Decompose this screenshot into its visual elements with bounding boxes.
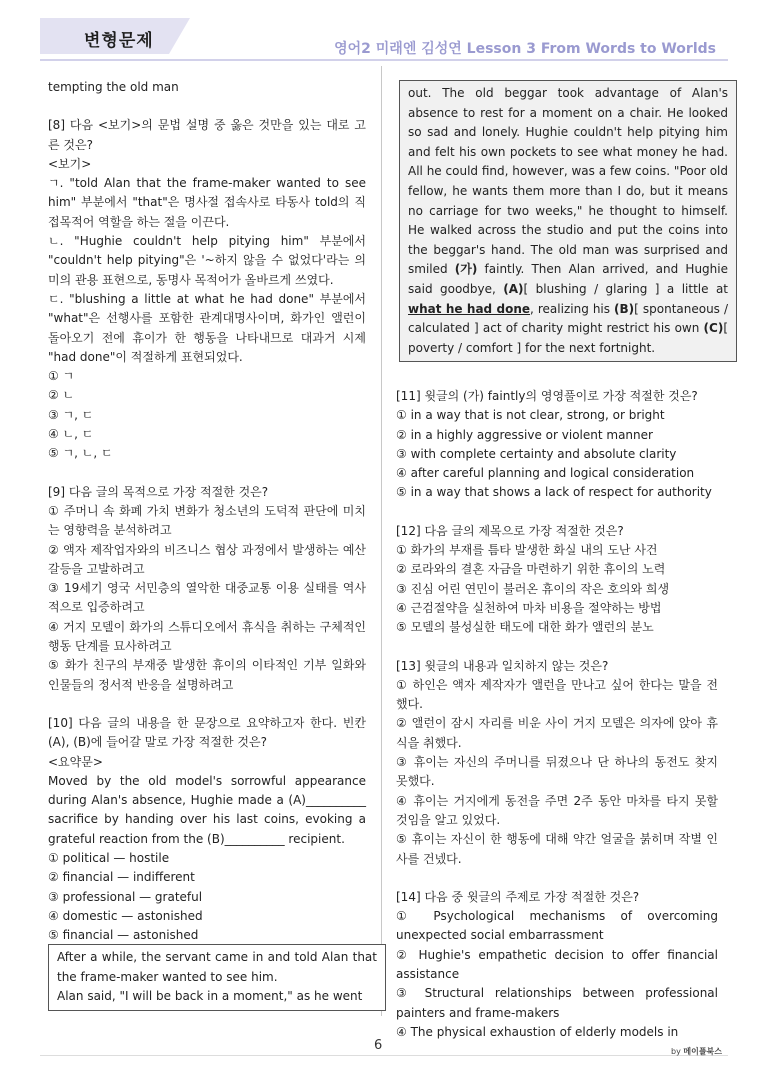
answer-option[interactable]: ③ 19세기 영국 서민층의 열악한 대중교통 이용 실태를 역사적으로 입증하려고: [48, 581, 366, 615]
answer-option[interactable]: ⑤ 휴이는 자신이 한 행동에 대해 약간 얼굴을 붉히며 작별 인사를 건넸다.: [396, 832, 718, 866]
marker-b: (B): [614, 301, 635, 316]
answer-option[interactable]: ② in a highly aggressive or violent manner: [396, 427, 653, 442]
bogi-item: ㄱ. "told Alan that the frame-maker wanted to see him" 부분에서 "that"은 명사절 접속사로 타동사 told의 직접목적어 역할을 하는 절을 이끈다.: [48, 176, 366, 229]
passage-box-continued: [399, 80, 737, 362]
footer-rule: [40, 1055, 728, 1056]
question-stem: [13] 윗글의 내용과 일치하지 않는 것은?: [396, 658, 609, 673]
publisher-brand: [671, 1046, 722, 1057]
question-13: [396, 657, 718, 869]
header-title: 영어2 미래엔 김성연 Lesson 3 From Words to Worlds: [334, 41, 716, 57]
answer-option[interactable]: ② Hughie's empathetic decision to offer financial assistance: [396, 947, 718, 982]
badge-label: 변형문제: [84, 31, 154, 51]
answer-option[interactable]: ⑤ financial — astonished: [48, 928, 199, 943]
answer-option[interactable]: ⑤ 모델의 불성실한 태도에 대한 화가 앨런의 분노: [396, 620, 654, 635]
brand-name: 메이플북스: [683, 1047, 722, 1056]
brand-prefix: by: [671, 1047, 681, 1056]
question-11: [396, 387, 718, 503]
bogi-item: ㄴ. "Hughie couldn't help pitying him" 부분에서 "couldn't help pitying"은 '~하지 않을 수 없었다'라는 의미의 관용 표현으로, 동명사 목적어가 올바르게 쓰였다.: [48, 234, 366, 287]
answer-option[interactable]: ① in a way that is not clear, strong, or bright: [396, 408, 665, 423]
question-stem: [8] 다음 <보기>의 문법 설명 중 옳은 것만을 있는 대로 고른 것은?: [48, 118, 366, 152]
question-10: [48, 714, 366, 946]
page-header: [0, 0, 768, 68]
question-9: [48, 483, 366, 695]
answer-option[interactable]: ① 주머니 속 화폐 가치 변화가 청소년의 도덕적 판단에 미치는 영향력을 분석하려고: [48, 503, 366, 538]
choice-a: [ blushing / glaring ]: [523, 281, 660, 296]
marker-c: (C): [703, 321, 724, 336]
answer-option[interactable]: ④ The physical exhaustion of elderly models in: [396, 1024, 679, 1039]
answer-option[interactable]: ⑤ 화가 친구의 부재중 발생한 휴이의 이타적인 기부 일화와 인물들의 정서적 반응을 설명하려고: [48, 658, 366, 692]
question-stem: [12] 다음 글의 제목으로 가장 적절한 것은?: [396, 523, 624, 538]
marker-a: (A): [503, 281, 524, 296]
answer-option[interactable]: ③ Structural relationships between professional painters and frame-makers: [396, 986, 718, 1020]
summary-text: Moved by the old model's sorrowful appearance during Alan's absence, Hughie made a (A)__________ sacrifice by handing over his last coins, evoking a grateful reaction from the (B)__________ recipient.: [48, 773, 366, 846]
answer-option[interactable]: ③ 휴이는 자신의 주머니를 뒤졌으나 단 하나의 동전도 찾지 못했다.: [396, 755, 718, 789]
column-divider: [381, 66, 382, 1016]
question-12: [396, 522, 718, 638]
answer-option[interactable]: ② 액자 제작업자와의 비즈니스 협상 과정에서 발생하는 예산 갈등을 고발하려고: [48, 542, 366, 576]
answer-option[interactable]: ② 앨런이 잠시 자리를 비운 사이 거지 모델은 의자에 앉아 휴식을 취했다.: [396, 716, 718, 750]
underlined-phrase: what he had done: [408, 301, 531, 316]
answer-option[interactable]: ① political — hostile: [48, 850, 170, 865]
answer-option[interactable]: ④ 근검절약을 실천하여 마차 비용을 절약하는 방법: [396, 600, 662, 615]
answer-option[interactable]: ③ with complete certainty and absolute clarity: [396, 446, 677, 461]
question-8: [48, 116, 366, 463]
answer-option[interactable]: ① ㄱ: [48, 369, 75, 384]
answer-option[interactable]: ⑤ ㄱ, ㄴ, ㄷ: [48, 446, 113, 461]
answer-option[interactable]: ④ after careful planning and logical consideration: [396, 466, 695, 481]
passage-text: After a while, the servant came in and told Alan that the frame-maker wanted to see him. Alan said, "I will be back in a moment," as he went: [57, 950, 377, 1004]
answer-option[interactable]: ① Psychological mechanisms of overcoming unexpected social embarrassment: [396, 909, 718, 943]
question-14: [396, 888, 718, 1042]
summary-label: <요약문>: [48, 754, 103, 769]
answer-option[interactable]: ③ ㄱ, ㄷ: [48, 407, 94, 422]
passage-text: out. The old beggar took advantage of Alan's absence to rest for a moment on a chair. He looked so sad and lonely. Hughie couldn't help pitying him and felt his own pockets to see what money he had. All he could find, however, was a few coins. "Poor old fellow, he wants them more than I do, but it means no carriage for two weeks," he thought to himself. He walked across the studio and put the coins into the beggar's hand. The old man was surprised and smiled (가) faintly. Then Alan arrived, and Hughie said goodbye, (A)[ blushing / glaring ] a little at what he had done, realizing his (B)[ spontaneous / calculated ] act of charity might restrict his own (C)[ poverty / comfort ] for the next fortnight.: [408, 86, 729, 355]
marker-ga: (가): [454, 262, 478, 277]
page-number: 6: [374, 1038, 383, 1053]
choice-b: [ spontaneous / calculated ]: [408, 301, 728, 336]
question-stem: [14] 다음 중 윗글의 주제로 가장 적절한 것은?: [396, 889, 640, 904]
section-badge: [40, 18, 190, 54]
answer-option[interactable]: ② 로라와의 결혼 자금을 마련하기 위한 휴이의 노력: [396, 562, 666, 577]
answer-option[interactable]: ① 하인은 액자 제작자가 앨런을 만나고 싶어 한다는 말을 전했다.: [396, 677, 718, 712]
question-stem: [11] 윗글의 (가) faintly의 영영풀이로 가장 적절한 것은?: [396, 389, 698, 403]
answer-option[interactable]: ④ ㄴ, ㄷ: [48, 427, 94, 442]
answer-option[interactable]: ② financial — indifferent: [48, 870, 195, 885]
bogi-label: <보기>: [48, 156, 92, 171]
answer-option[interactable]: ③ professional — grateful: [48, 889, 203, 904]
question-stem: [10] 다음 글의 내용을 한 문장으로 요약하고자 한다. 빈칸 (A), (B)에 들어갈 말로 가장 적절한 것은?: [48, 715, 366, 750]
choice-c: [ poverty / comfort ]: [408, 321, 728, 355]
left-column: [48, 78, 366, 945]
right-column: [396, 387, 718, 1042]
answer-option[interactable]: ③ 진심 어린 연민이 불러온 휴이의 작은 호의와 희생: [396, 581, 670, 596]
passage-box-start: [48, 944, 386, 1011]
passage-tail: tempting the old man: [48, 80, 179, 94]
answer-option[interactable]: ⑤ in a way that shows a lack of respect for authority: [396, 485, 712, 500]
answer-option[interactable]: ① 화가의 부재를 틈타 발생한 화실 내의 도난 사건: [396, 543, 658, 558]
answer-option[interactable]: ④ domestic — astonished: [48, 908, 203, 923]
answer-option[interactable]: ④ 휴이는 거지에게 동전을 주면 2주 동안 마차를 타지 못할 것임을 알고 있었다.: [396, 793, 718, 827]
answer-option[interactable]: ② ㄴ: [48, 388, 75, 403]
bogi-item: ㄷ. "blushing a little at what he had done" 부분에서 "what"은 선행사를 포함한 관계대명사이며, 화가인 앨런이 돌아오기 전에 휴이가 한 행동을 나타내므로 대과거 시제 "had done"이 적절하게 표현되었다.: [48, 291, 366, 364]
question-stem: [9] 다음 글의 목적으로 가장 적절한 것은?: [48, 484, 269, 499]
answer-option[interactable]: ④ 거지 모델이 화가의 스튜디오에서 휴식을 취하는 구체적인 행동 단계를 묘사하려고: [48, 619, 366, 654]
header-rule: [40, 59, 728, 61]
